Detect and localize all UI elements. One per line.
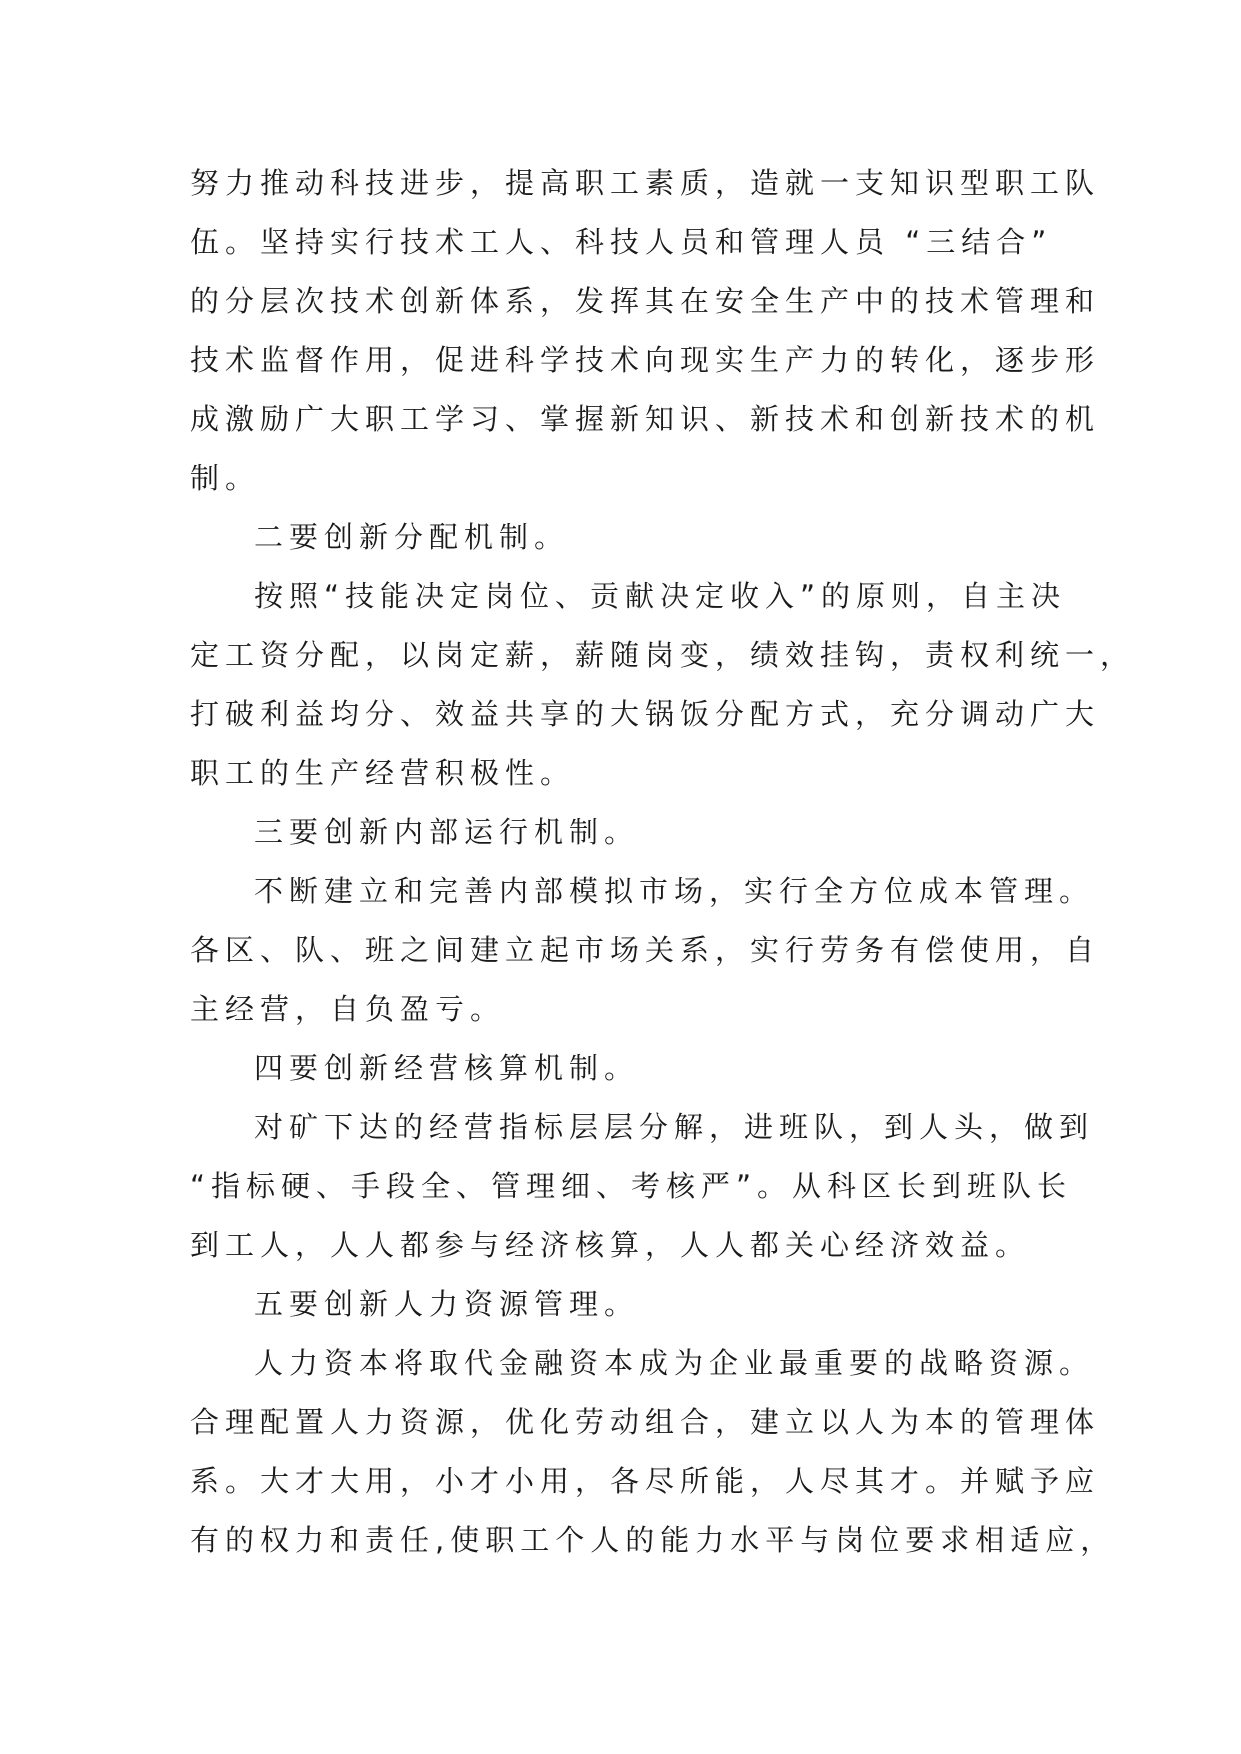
text-line: 努力推动科技进步，提高职工素质，造就一支知识型职工队 [190, 166, 1101, 200]
text-line: 伍。坚持实行技术工人、科技人员和管理人员 “三结合” [190, 225, 1053, 259]
text-line: 的分层次技术创新体系，发挥其在安全生产中的技术管理和 [190, 284, 1101, 318]
text-line: 职工的生产经营积极性。 [190, 756, 576, 790]
text-line: 打破利益均分、效益共享的大锅饭分配方式，充分调动广大 [190, 697, 1101, 731]
text-line: 系。大才大用，小才小用，各尽所能，人尽其才。并赋予应 [190, 1464, 1101, 1498]
text-line: 五要创新人力资源管理。 [254, 1287, 640, 1321]
text-line: 按照“技能决定岗位、贡献决定收入”的原则，自主决 [254, 579, 1067, 613]
text-line: 主经营，自负盈亏。 [190, 992, 506, 1026]
text-line: 到工人，人人都参与经济核算，人人都关心经济效益。 [190, 1228, 1031, 1262]
text-line: “指标硬、手段全、管理细、考核严”。从科区长到班队长 [190, 1169, 1073, 1203]
text-line: 合理配置人力资源，优化劳动组合，建立以人为本的管理体 [190, 1405, 1101, 1439]
text-line: 不断建立和完善内部模拟市场，实行全方位成本管理。 [254, 874, 1095, 908]
text-line: 制。 [190, 461, 261, 495]
text-line: 定工资分配，以岗定薪，薪随岗变，绩效挂钩，责权利统一， [190, 638, 1136, 672]
text-line: 人力资本将取代金融资本成为企业最重要的战略资源。 [254, 1346, 1095, 1380]
text-line: 各区、队、班之间建立起市场关系，实行劳务有偿使用，自 [190, 933, 1101, 967]
text-line: 四要创新经营核算机制。 [254, 1051, 640, 1085]
text-line: 成激励广大职工学习、掌握新知识、新技术和创新技术的机 [190, 402, 1101, 436]
text-line: 二要创新分配机制。 [254, 520, 570, 554]
document-body [190, 154, 1136, 1570]
text-line: 技术监督作用，促进科学技术向现实生产力的转化，逐步形 [190, 343, 1101, 377]
text-line: 对矿下达的经营指标层层分解，进班队，到人头，做到 [254, 1110, 1095, 1144]
text-line: 有的权力和责任,使职工个人的能力水平与岗位要求相适应， [190, 1523, 1116, 1557]
text-line: 三要创新内部运行机制。 [254, 815, 640, 849]
